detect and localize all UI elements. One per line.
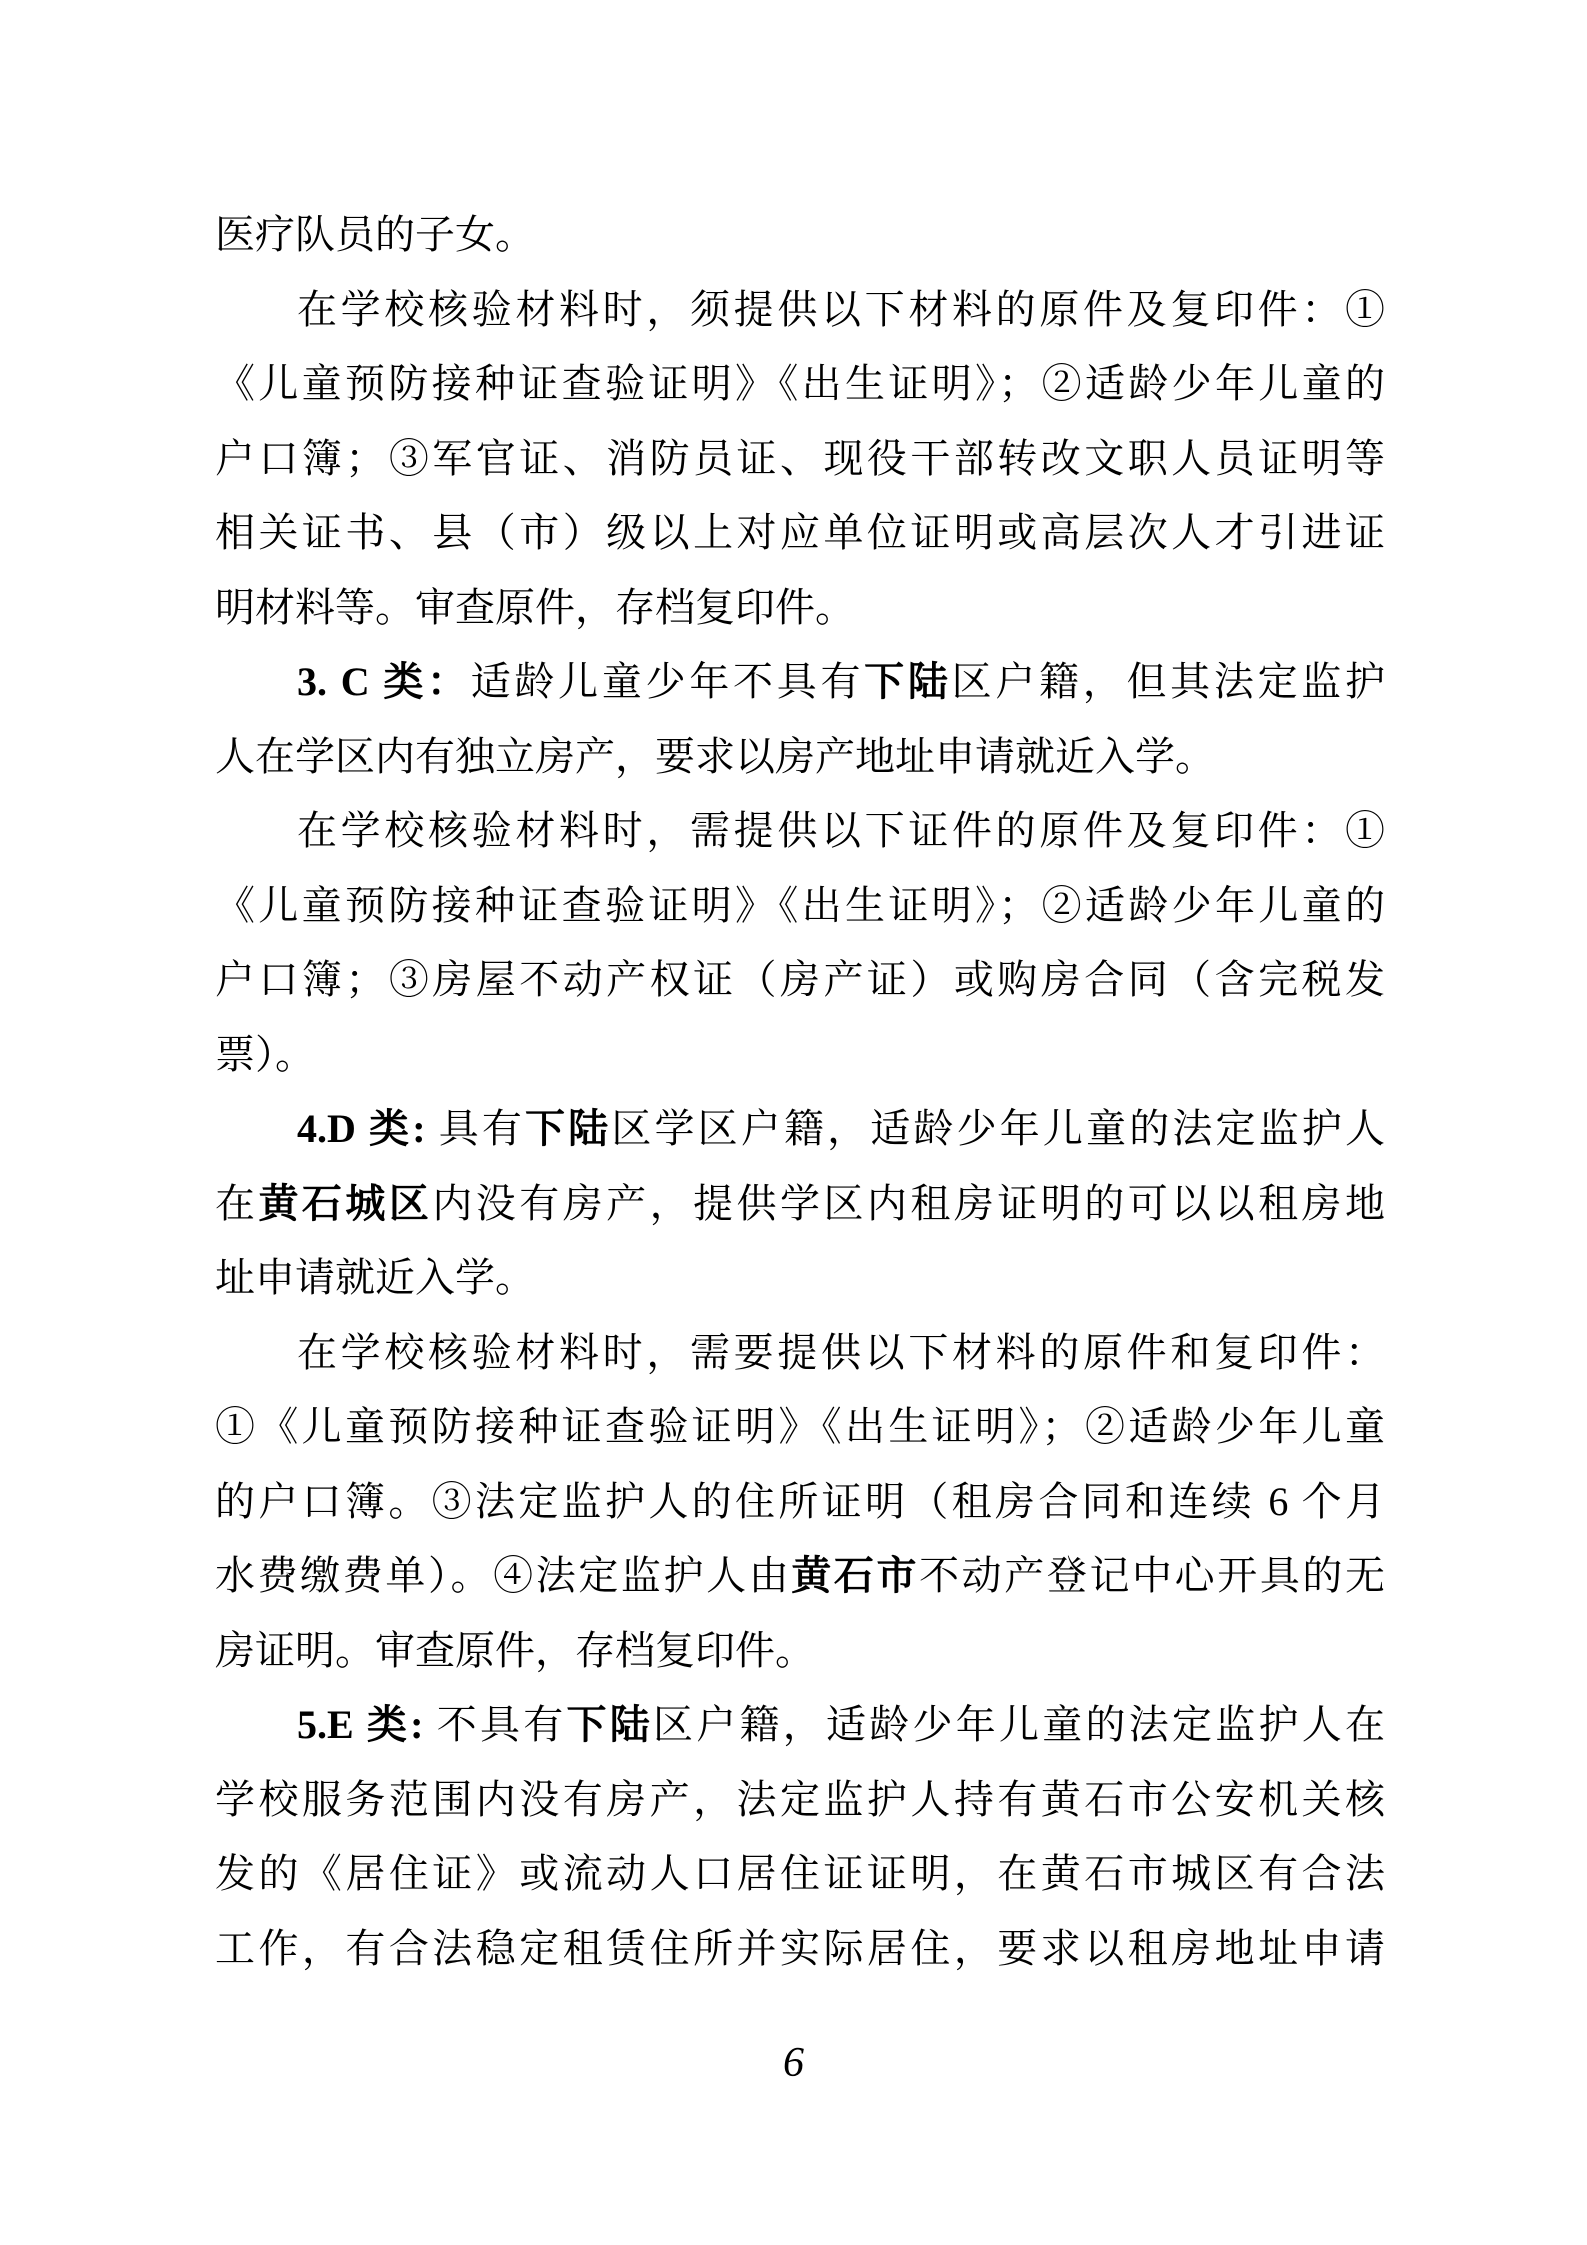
text-line-15 [215,1241,1385,1316]
text-line-5 [215,496,1385,571]
text-line-17 [215,1390,1385,1465]
text-run: 适龄儿童少年不具有 [470,659,865,704]
bold-text-run: 下陆 [864,659,952,704]
text-line-9 [215,794,1385,869]
text-line-1 [215,198,1385,273]
text-line-22 [215,1763,1385,1838]
text-run: 《儿童预防接种证查验证明》《出生证明》；②适龄少年儿童的 [215,882,1385,928]
text-line-6 [215,571,1385,646]
text-line-19 [215,1539,1385,1614]
text-line-20 [215,1614,1385,1689]
text-line-24 [215,1912,1385,1987]
text-line-21 [215,1688,1385,1763]
text-run: 址申请就近入学。 [215,1255,535,1300]
text-line-16 [215,1316,1385,1391]
text-run: 学校服务范围内没有房产，法定监护人持有黄石市公安机关核 [215,1776,1385,1822]
text-run: 户口簿；③军官证、消防员证、现役干部转改文职人员证明等 [215,435,1385,481]
text-run: 不具有 [436,1702,567,1747]
text-line-13 [215,1092,1385,1167]
bold-text-run: 黄石城区 [258,1180,433,1226]
text-line-4 [215,422,1385,497]
text-run: 内没有房产，提供学区内租房证明的可以以租房地 [432,1180,1385,1226]
text-run: 《儿童预防接种证查验证明》《出生证明》；②适龄少年儿童的 [215,361,1385,406]
bold-text-run: 下陆 [525,1106,612,1151]
text-run: 不动产登记中心开具的无 [919,1553,1385,1598]
text-line-12 [215,1018,1385,1093]
text-line-23 [215,1837,1385,1912]
text-line-18 [215,1465,1385,1540]
text-line-8 [215,720,1385,795]
text-run: 在学校核验材料时，需要提供以下材料的原件和复印件： [297,1329,1385,1375]
text-run: 在 [215,1180,259,1226]
text-run: 工作，有合法稳定租赁住所并实际居住，要求以租房地址申请 [215,1925,1385,1971]
text-run: 水费缴费单）。④法定监护人由 [215,1553,792,1598]
text-run: 户口簿；③房屋不动产权证（房产证）或购房合同（含完税发 [215,957,1385,1002]
bold-text-run: 5.E 类: [297,1702,437,1747]
text-run: 医疗队员的子女。 [215,212,535,257]
bold-text-run: 4.D 类: [297,1106,439,1151]
text-run: 房证明。审查原件，存档复印件。 [215,1627,815,1673]
text-run: 明材料等。审查原件，存档复印件。 [215,584,855,630]
text-run: 区户籍，但其法定监护 [951,659,1385,704]
text-run: 的户口簿。③法定监护人的住所证明（租房合同和连续 6 个月 [215,1478,1385,1524]
text-line-3 [215,347,1385,422]
text-run: 具有 [438,1106,526,1151]
text-line-14 [215,1167,1385,1242]
bold-text-run: 下陆 [566,1702,653,1747]
text-run: 在学校核验材料时，需提供以下证件的原件及复印件：① [297,808,1385,853]
text-run: ①《儿童预防接种证查验证明》《出生证明》；②适龄少年儿童 [215,1404,1385,1449]
text-run: 相关证书、县（市）级以上对应单位证明或高层次人才引进证 [215,510,1385,555]
text-block [215,198,1385,1986]
text-line-11 [215,943,1385,1018]
text-line-2 [215,273,1385,348]
text-run: 在学校核验材料时，须提供以下材料的原件及复印件：① [297,286,1385,332]
page-number: 6 [783,2040,804,2086]
text-run: 发的《居住证》或流动人口居住证证明，在黄石市城区有合法 [215,1851,1385,1896]
text-run: 区学区户籍，适龄少年儿童的法定监护人 [611,1106,1385,1151]
text-line-10 [215,869,1385,944]
text-line-7 [215,645,1385,720]
bold-text-run: 黄石市 [791,1553,920,1598]
bold-text-run: 3. C 类： [297,659,471,704]
text-run: 人在学区内有独立房产，要求以房产地址申请就近入学。 [215,733,1215,779]
text-run: 票）。 [215,1031,315,1077]
text-run: 区户籍，适龄少年儿童的法定监护人在 [653,1702,1385,1747]
